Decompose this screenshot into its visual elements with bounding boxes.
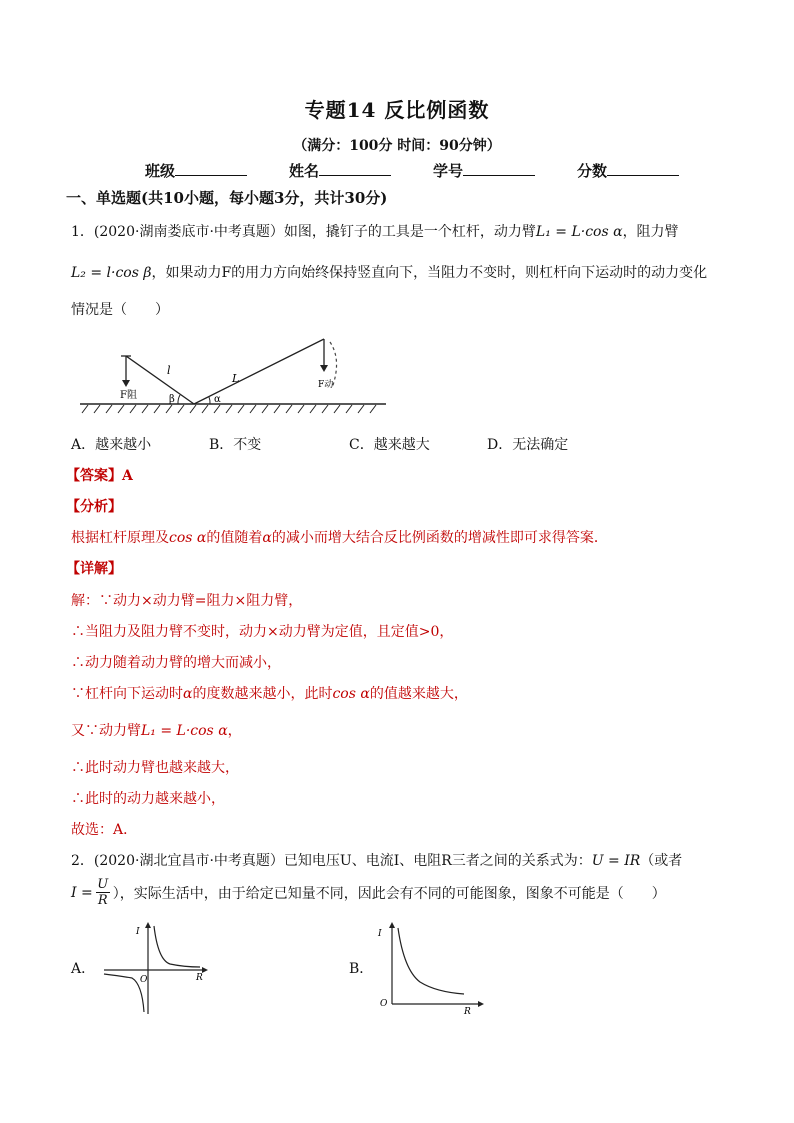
detail-line-2: ∴当阻力及阻力臂不变时，动力×动力臂为定值，且定值>0， (71, 624, 454, 640)
label-F-resist: F阻 (120, 390, 137, 401)
label-l: l (167, 364, 171, 377)
q2-b-axis-R: R (464, 1007, 471, 1016)
analysis-text-1: 根据杠杆原理及 (71, 530, 169, 546)
detail-4-text-3: 的值越来越大， (369, 686, 468, 702)
q1-option-b[interactable]: B．不变 (209, 437, 262, 453)
field-number-label: 学号 (433, 162, 464, 180)
analysis-text-2: 的值随着 (206, 530, 263, 546)
detail-4-text-2: 的度数越来越小，此时 (192, 686, 333, 702)
q2-b-origin: O (380, 999, 388, 1009)
field-number (433, 160, 535, 181)
q1-line1-suffix: ，阻力臂 (622, 224, 679, 240)
q1-line2-text: ，如果动力F的用力方向始终保持竖直向下，当阻力不变时，则杠杆向下运动时的动力变化 (151, 265, 708, 281)
field-name-blank[interactable] (319, 161, 391, 176)
detail-4-alpha: α (183, 686, 193, 702)
label-beta: β (169, 394, 175, 405)
q1-line1-text: 1．(2020·湖南娄底市·中考真题）如图，撬钉子的工具是一个杠杆，动力臂 (71, 224, 536, 240)
field-score-label: 分数 (577, 162, 608, 180)
q2-frac-den: R (97, 893, 108, 908)
label-alpha: α (214, 394, 221, 405)
field-name-label: 姓名 (289, 162, 320, 180)
q1-line3: 情况是（ ） (71, 302, 169, 318)
detail-label: 【详解】 (66, 561, 122, 577)
q2-line1-text: 2．(2020·湖北宜昌市·中考真题）已知电压U、电流I、电阻R三者之间的关系式为： (71, 853, 592, 869)
q2-a-origin: O (140, 975, 148, 985)
answer-value: A (122, 468, 133, 484)
answer-block (66, 465, 133, 485)
detail-4-cos-alpha: cos α (332, 686, 370, 702)
q2-option-b-label[interactable]: B． (349, 961, 374, 977)
q2-fraction (96, 877, 110, 908)
detail-line-5 (71, 720, 242, 740)
answer-label: 【答案】 (66, 468, 122, 484)
detail-5-text-1: 又∵动力臂 (71, 723, 141, 739)
analysis-cos-alpha: cos α (169, 530, 207, 546)
detail-line-6: ∴此时动力臂也越来越大， (71, 760, 239, 776)
q1-line1 (71, 221, 679, 241)
analysis-text (71, 527, 608, 547)
field-class (145, 160, 247, 181)
q1-option-c[interactable]: C．越来越大 (349, 437, 430, 453)
analysis-text-3: 的减小而增大结合反比例函数的增减性即可求得答案． (271, 530, 608, 546)
field-name (289, 160, 391, 181)
label-L: L (232, 372, 240, 385)
q2-frac-num: U (97, 877, 109, 892)
detail-line-1: 解：∵动力×动力臂=阻力×阻力臂， (71, 593, 303, 609)
q2-line1-suffix: （或者 (640, 853, 683, 869)
q1-formula-L2: L₂ = l·cos β (71, 265, 152, 281)
detail-4-text-1: ∵杠杆向下运动时 (71, 686, 183, 702)
q1-option-d[interactable]: D．无法确定 (487, 437, 569, 453)
q2-formula-lhs: I = (71, 884, 93, 901)
detail-line-3: ∴动力随着动力臂的增大而减小， (71, 655, 281, 671)
detail-5-text-2: ， (227, 723, 242, 739)
analysis-label: 【分析】 (66, 499, 122, 515)
detail-line-7: ∴此时的动力越来越小， (71, 791, 225, 807)
q2-line2-text: ），实际生活中，由于给定已知量不同，因此会有不同的可能图象，图象不可能是（ ） (112, 885, 666, 902)
q2-graph-b[interactable] (368, 920, 484, 1016)
q2-line1 (71, 850, 682, 870)
field-score-blank[interactable] (607, 161, 679, 176)
q1-option-a[interactable]: A．越来越小 (71, 437, 152, 453)
q2-graph-a[interactable] (100, 920, 210, 1016)
detail-line-8: 故选：A． (71, 822, 138, 838)
section-heading: 一、单选题(共10小题，每小题3分，共计30分) (66, 189, 388, 207)
q2-a-axis-R: R (196, 973, 203, 983)
field-class-label: 班级 (145, 162, 176, 180)
page-subtitle: （满分：100分 时间：90分钟） (293, 138, 501, 154)
q1-formula-L1: L₁ = L·cos α (535, 224, 623, 240)
analysis-alpha: α (262, 530, 272, 546)
detail-5-formula: L₁ = L·cos α (141, 723, 228, 739)
page-title: 专题14 反比例函数 (304, 98, 490, 122)
q2-a-axis-I: I (136, 927, 140, 937)
q2-line2 (71, 877, 666, 908)
q2-option-a-label[interactable]: A． (71, 961, 96, 977)
label-F-move: F动 (318, 380, 334, 390)
field-number-blank[interactable] (463, 161, 535, 176)
field-class-blank[interactable] (175, 161, 247, 176)
q2-b-axis-I: I (378, 929, 382, 939)
field-score (577, 160, 679, 181)
detail-line-4 (71, 683, 468, 703)
q2-formula-UIR: U = IR (591, 853, 641, 869)
q1-line2 (71, 262, 707, 282)
lever-figure (74, 332, 394, 414)
